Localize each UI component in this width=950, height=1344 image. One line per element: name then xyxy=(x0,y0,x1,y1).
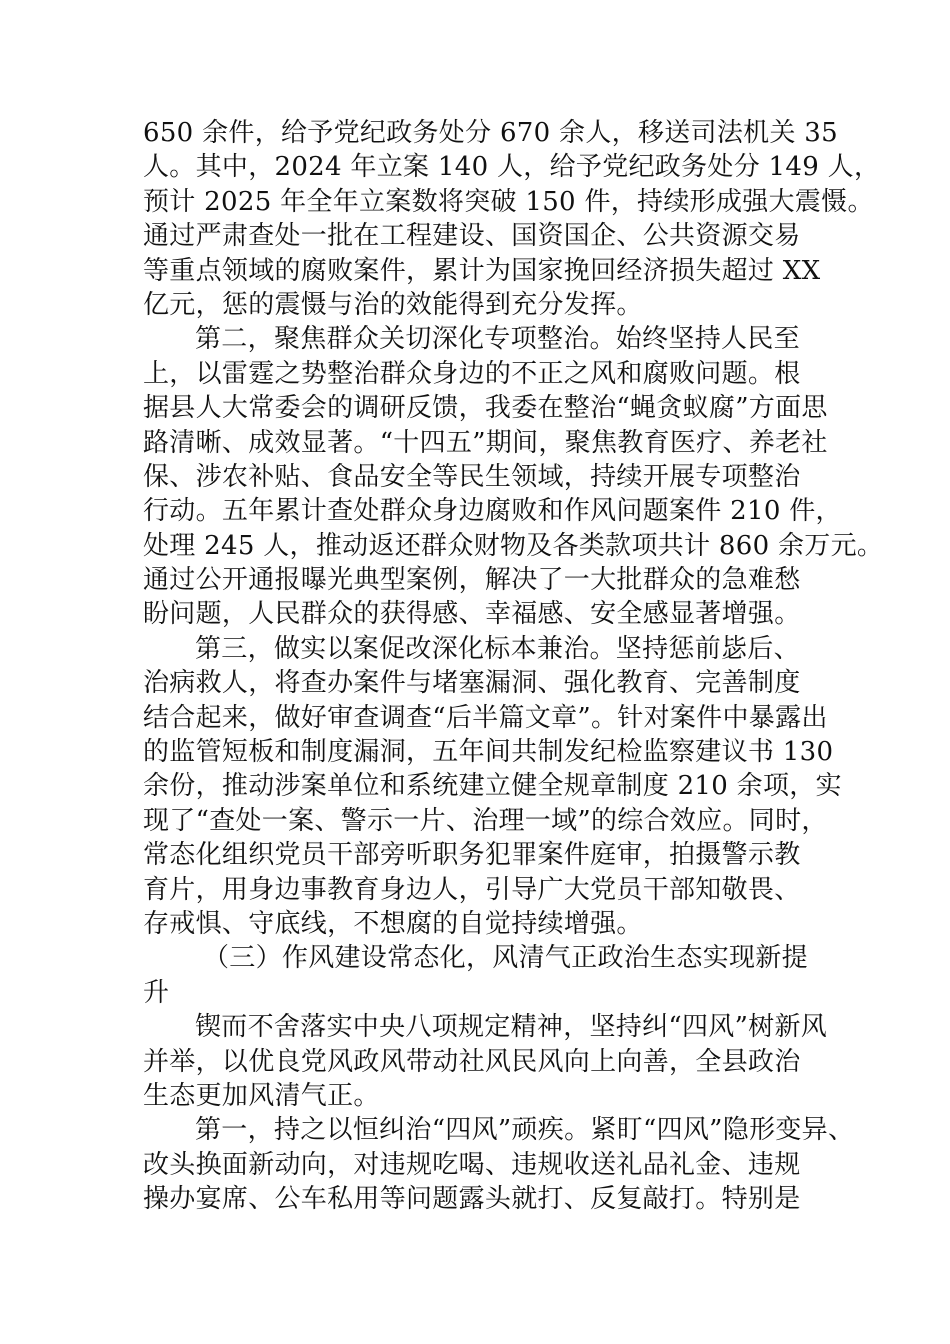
paragraph-start-line: 第二，聚焦群众关切深化专项整治。始终坚持人民至 xyxy=(195,324,800,355)
text-line: 操办宴席、公车私用等问题露头就打、反复敲打。特别是 xyxy=(143,1184,801,1215)
text-line: 保、涉农补贴、食品安全等民生领域，持续开展专项整治 xyxy=(143,461,801,492)
text-line: 改头换面新动向，对违规吃喝、违规收送礼品礼金、违规 xyxy=(143,1149,801,1180)
text-line: 行动。五年累计查处群众身边腐败和作风问题案件 210 件， xyxy=(143,496,842,527)
text-line: 并举，以优良党风政风带动社风民风向上向善，全县政治 xyxy=(143,1046,801,1077)
paragraph-start-line: 第三，做实以案促改深化标本兼治。坚持惩前毖后、 xyxy=(195,633,800,664)
text-line: 存戒惧、守底线，不想腐的自觉持续增强。 xyxy=(143,908,643,939)
body-text xyxy=(143,116,884,1217)
text-line: 人。其中，2024 年立案 140 人，给予党纪政务处分 149 人， xyxy=(143,152,881,183)
text-line: 通过公开通报曝光典型案例，解决了一大批群众的急难愁 xyxy=(143,565,801,596)
text-line: 650 余件，给予党纪政务处分 670 余人，移送司法机关 35 xyxy=(143,118,838,148)
text-line: 等重点领域的腐败案件，累计为国家挽回经济损失超过 XX xyxy=(143,255,821,286)
text-line: 路清晰、成效显著。“十四五”期间，聚焦教育医疗、养老社 xyxy=(143,427,828,458)
text-line: 盼问题，人民群众的获得感、幸福感、安全感显著增强。 xyxy=(143,599,801,630)
text-line: 亿元，惩的震慑与治的效能得到充分发挥。 xyxy=(143,289,643,320)
text-line: 余份，推动涉案单位和系统建立健全规章制度 210 余项，实 xyxy=(143,771,842,802)
paragraph-start-line: 锲而不舍落实中央八项规定精神，坚持纠“四风”树新风 xyxy=(195,1012,828,1043)
text-line: 生态更加风清气正。 xyxy=(143,1080,380,1111)
paragraph-start-line: 第一，持之以恒纠治“四风”顽疾。紧盯“四风”隐形变异、 xyxy=(195,1115,855,1146)
text-line: 常态化组织党员干部旁听职务犯罪案件庭审，拍摄警示教 xyxy=(143,840,801,871)
section-heading-line: （三）作风建设常态化，风清气正政治生态实现新提 xyxy=(203,943,808,974)
text-line: 处理 245 人，推动返还群众财物及各类款项共计 860 余万元。 xyxy=(143,530,884,561)
text-line: 预计 2025 年全年立案数将突破 150 件，持续形成强大震慑。 xyxy=(143,186,874,217)
text-line: 的监管短板和制度漏洞，五年间共制发纪检监察建议书 130 xyxy=(143,737,834,768)
section-heading-line: 升 xyxy=(143,977,170,1008)
text-line: 育片，用身边事教育身边人，引导广大党员干部知敬畏、 xyxy=(143,874,801,905)
text-line: 据县人大常委会的调研反馈，我委在整治“蝇贪蚁腐”方面思 xyxy=(143,393,828,424)
text-line: 结合起来，做好审查调查“后半篇文章”。针对案件中暴露出 xyxy=(143,702,828,733)
text-line: 上，以雷霆之势整治群众身边的不正之风和腐败问题。根 xyxy=(143,358,801,389)
text-line: 治病救人，将查办案件与堵塞漏洞、强化教育、完善制度 xyxy=(143,668,801,699)
text-line: 现了“查处一案、警示一片、治理一域”的综合效应。同时， xyxy=(143,805,828,836)
text-line: 通过严肃查处一批在工程建设、国资国企、公共资源交易 xyxy=(143,221,801,252)
